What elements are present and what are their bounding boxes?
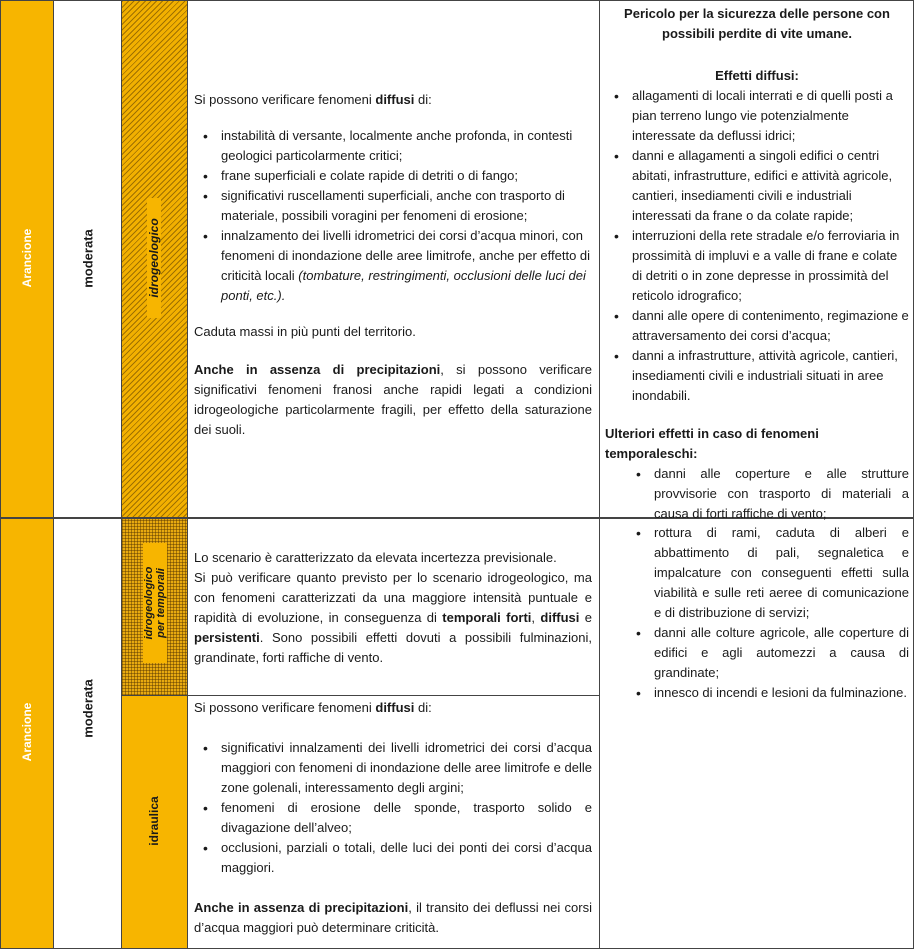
phenomena-list — [194, 738, 592, 878]
scenario-text-idrogeologico — [194, 90, 592, 440]
code-color-label: Arancione — [20, 228, 34, 288]
col-border-4 — [599, 0, 600, 949]
list-item: • danni e allagamenti a singoli edifici o centri abitati, infrastrutture, edifici e attività agricole, cantieri, insediamenti civili e industriali interessati da frane o da colate rapide; — [605, 146, 909, 226]
uncertainty-line: Lo scenario è caratterizzato da elevata incertezza previsionale. — [194, 550, 557, 565]
criticality-label: moderata — [80, 229, 96, 288]
storm-effects-title: Ulteriori effetti in caso di fenomeni temporaleschi: — [605, 426, 819, 461]
table-bottom-border — [0, 948, 914, 949]
list-item: • instabilità di versante, localmente anche profonda, in contesti geologici particolarmente critici; — [194, 126, 592, 166]
scenario-label-idraulica: idraulica — [147, 796, 161, 846]
scenario-label-idraulica-box — [122, 696, 187, 948]
scenario-label: idrogeologico — [147, 198, 161, 318]
no-rain-note: Anche in assenza di precipitazioni, il transito dei deflussi nei corsi d’acqua maggiori può determinare criticità. — [194, 900, 592, 935]
criticality-label-row1-box — [54, 1, 121, 517]
rockfall-note: Caduta massi in più punti del territorio. — [194, 324, 416, 339]
phenomena-list — [194, 126, 592, 306]
criticality-label: moderata — [80, 679, 96, 738]
storm-effects-list-continued — [605, 523, 909, 703]
list-item: • allagamenti di locali interrati e di quelli posti a pian terreno lungo vie potenzialmente interessate da deflussi idrici; — [605, 86, 909, 146]
list-item: • significativi innalzamenti dei livelli idrometrici dei corsi d’acqua maggiori con fenomeni di inondazione delle aree limitrofe e delle zone golenali, interessamento degli argini; — [194, 738, 592, 798]
intro-line: Si possono verificare fenomeni diffusi di: — [194, 700, 432, 715]
diffuse-effects-title: Effetti diffusi: — [715, 68, 799, 83]
danger-title: Pericolo per la sicurezza delle persone con possibili perdite di vite umane. — [624, 6, 890, 41]
list-item: • interruzioni della rete stradale e/o ferroviaria in prossimità di impluvi e a valle di frane e colate di detriti o in zone depresse in prossimità del reticolo idrografico; — [605, 226, 909, 306]
subrow-divider — [122, 695, 599, 696]
list-item: • fenomeni di erosione delle sponde, trasporto solido e divagazione dell’alveo; — [194, 798, 592, 838]
code-color-label: Arancione — [20, 702, 34, 762]
list-item: • significativi ruscellamenti superficiali, anche con trasporto di materiale, possibili voragini per fenomeni di erosione; — [194, 186, 592, 226]
list-item: • frane superficiali e colate rapide di detriti o di fango; — [194, 166, 592, 186]
storm-description: Si può verificare quanto previsto per lo scenario idrogeologico, ma con fenomeni caratterizzati da una maggiore intensità puntuale e rapidità di evoluzione, in conseguenza di temporali forti, diffusi e persistenti. Sono possibili effetti dovuti a possibili fulminazioni, grandinate, forti raffiche di vento. — [194, 570, 592, 665]
list-item: • innesco di incendi e lesioni da fulminazione. — [627, 683, 909, 703]
no-rain-note: Anche in assenza di precipitazioni, si possono verificare significativi fenomeni franosi anche rapidi legati a condizioni idrogeologiche particolarmente fragili, per effetto della saturazione dei suoli. — [194, 362, 592, 437]
effects-column-top — [605, 4, 909, 524]
scenario-label-row1-box — [122, 1, 187, 517]
list-item: • danni alle opere di contenimento, regimazione e attraversamento dei corsi d’acqua; — [605, 306, 909, 346]
col-border-3 — [187, 0, 188, 949]
intro-line: Si possono verificare fenomeni diffusi di: — [194, 92, 432, 107]
list-item: • danni alle coperture e alle strutture provvisorie con trasporto di materiali a causa di forti raffiche di vento; — [627, 464, 909, 524]
diffuse-effects-list — [605, 86, 909, 406]
storm-effects-list — [605, 464, 909, 524]
list-item: • rottura di rami, caduta di alberi e abbattimento di pali, segnaletica e impalcature con conseguenti effetti sulla viabilità e sulle reti aeree di comunicazione e di distribuzione di servizi; — [627, 523, 909, 623]
scenario-text-temporali — [194, 548, 592, 668]
scenario-label-temporali: idrogeologico per temporali — [143, 543, 167, 663]
effects-column-bottom — [605, 523, 909, 703]
scenario-text-idraulica — [194, 698, 592, 938]
scenario-label-temporali-box — [122, 519, 187, 695]
code-color-label-row1-box — [1, 1, 53, 517]
code-color-label-row2-box — [1, 519, 53, 948]
list-item: • occlusioni, parziali o totali, delle luci dei ponti dei corsi d’acqua maggiori. — [194, 838, 592, 878]
list-item: • danni a infrastrutture, attività agricole, cantieri, insediamenti civili e industriali situati in aree inondabili. — [605, 346, 909, 406]
list-item: • danni alle colture agricole, alle coperture di edifici e agli automezzi a causa di grandinate; — [627, 623, 909, 683]
criticality-label-row2-box — [54, 519, 121, 948]
list-item: • innalzamento dei livelli idrometrici dei corsi d’acqua minori, con fenomeni di inondazione delle aree limitrofe, anche per effetto di criticità locali (tombature, restringimenti, occlusioni delle luci dei ponti, etc.). — [194, 226, 592, 306]
